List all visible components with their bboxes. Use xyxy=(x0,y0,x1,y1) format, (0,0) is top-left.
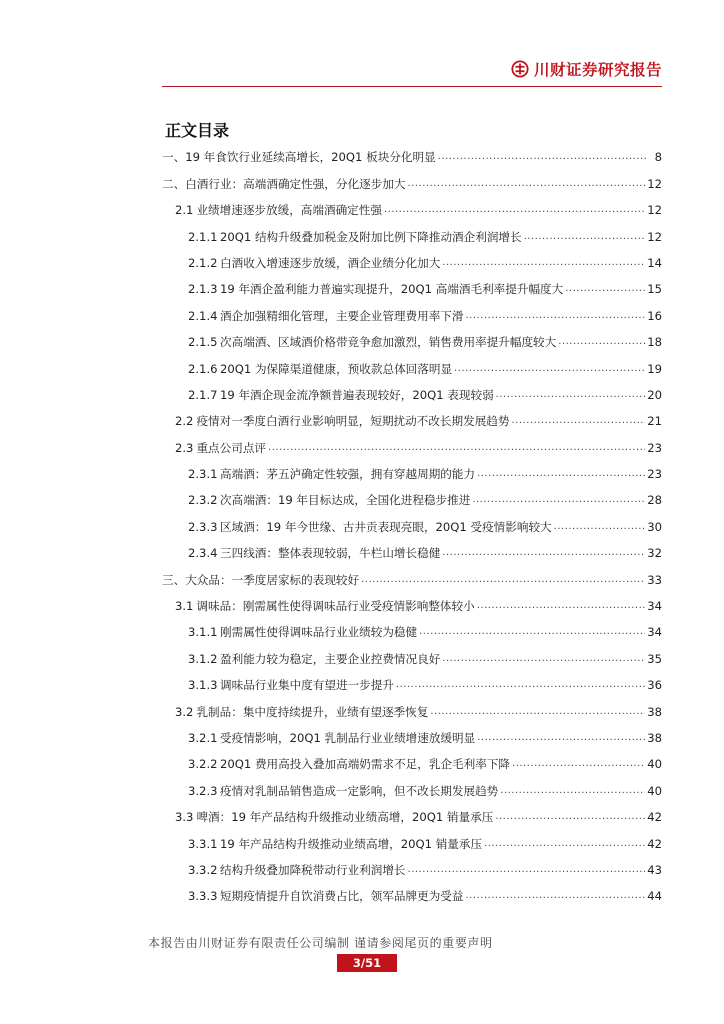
toc-entry-page: 20 xyxy=(647,387,662,402)
toc-entry[interactable] xyxy=(162,298,662,324)
toc-entry-number: 3.3.1 xyxy=(188,836,218,851)
toc-entry-number: 2.1.1 xyxy=(188,229,218,244)
toc-entry-title: 受疫情影响，20Q1 乳制品行业业绩增速放缓明显 xyxy=(220,730,476,745)
toc-entry[interactable] xyxy=(162,166,662,192)
toc-dot-leader xyxy=(430,705,645,719)
toc-entry[interactable] xyxy=(162,351,662,377)
toc-entry[interactable] xyxy=(162,457,662,483)
toc-entry-page: 42 xyxy=(647,810,662,825)
toc-entry-page: 23 xyxy=(647,467,662,482)
toc-entry-number: 3.1.1 xyxy=(188,625,218,640)
toc-entry-title: 20Q1 为保障渠道健康，预收款总体回落明显 xyxy=(220,361,453,376)
toc-entry-number: 3.2.2 xyxy=(188,757,218,772)
toc-entry[interactable] xyxy=(162,826,662,852)
toc-entry[interactable] xyxy=(162,483,662,509)
brand-logo-icon xyxy=(511,60,529,78)
toc-entry-title: 次高端酒、区域酒价格带竞争愈加激烈，销售费用率提升幅度较大 xyxy=(220,335,557,350)
toc-entry[interactable] xyxy=(162,246,662,272)
toc-dot-leader xyxy=(465,889,645,903)
toc-entry-title: 业绩增速逐步放缓，高端酒确定性强 xyxy=(196,203,382,218)
brand-name: 川财证券研究报告 xyxy=(533,60,662,79)
toc-dot-leader xyxy=(477,467,645,481)
toc-entry-number: 2.3.4 xyxy=(188,546,218,561)
toc-entry-title: 19 年酒企现金流净额普遍表现较好，20Q1 表现较弱 xyxy=(220,387,494,402)
toc-entry-page: 12 xyxy=(647,203,662,218)
toc-entry[interactable] xyxy=(162,694,662,720)
toc-entry-number: 3.3.3 xyxy=(188,889,218,904)
toc-entry-page: 14 xyxy=(647,255,662,270)
toc-dot-leader xyxy=(442,652,645,666)
toc-entry-page: 40 xyxy=(647,783,662,798)
toc-entry-page: 15 xyxy=(647,282,662,297)
toc-entry[interactable] xyxy=(162,193,662,219)
toc-entry[interactable] xyxy=(162,536,662,562)
toc-entry-title: 20Q1 结构升级叠加税金及附加比例下降推动酒企利润增长 xyxy=(220,229,522,244)
toc-dot-leader xyxy=(442,256,645,270)
toc-entry[interactable] xyxy=(162,509,662,535)
toc-entry[interactable] xyxy=(162,773,662,799)
toc-dot-leader xyxy=(484,837,645,851)
toc-entry-title: 重点公司点评 xyxy=(196,440,267,455)
toc-entry-number: 2.1 xyxy=(175,203,194,218)
toc-entry-number: 2.1.5 xyxy=(188,335,218,350)
toc-entry[interactable] xyxy=(162,721,662,747)
toc-entry[interactable] xyxy=(162,140,662,166)
toc-entry-page: 23 xyxy=(647,440,662,455)
toc-entry-number: 3.1 xyxy=(175,599,194,614)
toc-entry-number: 2.1.7 xyxy=(188,387,218,402)
toc-entry-number: 3.2.1 xyxy=(188,730,218,745)
toc-entry-title: 二、白酒行业：高端酒确定性强，分化逐步加大 xyxy=(162,176,406,191)
toc-entry[interactable] xyxy=(162,853,662,879)
toc-entry-page: 33 xyxy=(647,572,662,587)
toc-dot-leader xyxy=(565,282,645,296)
toc-entry-page: 30 xyxy=(647,519,662,534)
toc-entry[interactable] xyxy=(162,800,662,826)
toc-entry-page: 16 xyxy=(647,308,662,323)
toc-entry-number: 3.2.3 xyxy=(188,783,218,798)
toc-dot-leader xyxy=(558,335,645,349)
toc-entry[interactable] xyxy=(162,430,662,456)
toc-entry-page: 18 xyxy=(647,335,662,350)
toc-entry[interactable] xyxy=(162,615,662,641)
toc-entry-page: 12 xyxy=(647,229,662,244)
toc-entry-title: 三四线酒：整体表现较弱，牛栏山增长稳健 xyxy=(220,546,441,561)
toc-entry[interactable] xyxy=(162,325,662,351)
toc-entry-page: 38 xyxy=(647,730,662,745)
toc-dot-leader xyxy=(477,731,645,745)
toc-entry[interactable] xyxy=(162,272,662,298)
toc-entry-page: 34 xyxy=(647,599,662,614)
toc-dot-leader xyxy=(554,520,646,534)
table-of-contents xyxy=(162,140,662,905)
toc-entry[interactable] xyxy=(162,747,662,773)
toc-entry-number: 2.3.3 xyxy=(188,519,218,534)
toc-dot-leader xyxy=(495,810,645,824)
toc-entry-title: 乳制品：集中度持续提升，业绩有望逐季恢复 xyxy=(196,704,429,719)
toc-entry-title: 19 年酒企盈利能力普遍实现提升，20Q1 高端酒毛利率提升幅度大 xyxy=(220,282,564,297)
toc-entry-title: 盈利能力较为稳定，主要企业控费情况良好 xyxy=(220,651,441,666)
toc-entry-title: 调味品行业集中度有望进一步提升 xyxy=(220,678,394,693)
toc-dot-leader xyxy=(477,599,646,613)
toc-dot-leader xyxy=(524,230,646,244)
toc-entry-title: 疫情对乳制品销售造成一定影响，但不改长期发展趋势 xyxy=(220,783,499,798)
toc-dot-leader xyxy=(384,203,645,217)
toc-entry-title: 啤酒：19 年产品结构升级推动业绩高增，20Q1 销量承压 xyxy=(196,810,494,825)
toc-entry-page: 36 xyxy=(647,678,662,693)
toc-entry-number: 2.2 xyxy=(175,414,194,429)
toc-entry-page: 34 xyxy=(647,625,662,640)
toc-entry-number: 3.2 xyxy=(175,704,194,719)
toc-entry-number: 2.3.1 xyxy=(188,467,218,482)
toc-entry[interactable] xyxy=(162,641,662,667)
toc-dot-leader xyxy=(442,546,645,560)
toc-dot-leader xyxy=(268,441,645,455)
toc-entry-number: 2.1.3 xyxy=(188,282,218,297)
toc-entry-page: 40 xyxy=(647,757,662,772)
brand xyxy=(511,58,662,80)
toc-entry-page: 28 xyxy=(647,493,662,508)
toc-entry-title: 调味品：刚需属性使得调味品行业受疫情影响整体较小 xyxy=(196,599,475,614)
toc-entry-title: 疫情对一季度白酒行业影响明显，短期扰动不改长期发展趋势 xyxy=(196,414,510,429)
toc-entry-title: 高端酒：茅五泸确定性较强，拥有穿越周期的能力 xyxy=(220,467,476,482)
toc-dot-leader xyxy=(500,784,645,798)
toc-entry[interactable] xyxy=(162,668,662,694)
toc-entry-title: 20Q1 费用高投入叠加高端奶需求不足，乳企毛利率下降 xyxy=(220,757,511,772)
toc-entry-title: 次高端酒：19 年目标达成，全国化进程稳步推进 xyxy=(220,493,471,508)
footer-disclaimer: 本报告由川财证券有限责任公司编制 谨请参阅尾页的重要声明 xyxy=(148,936,493,950)
toc-entry-page: 21 xyxy=(647,414,662,429)
toc-entry-page: 32 xyxy=(647,546,662,561)
toc-entry-title: 三、大众品：一季度居家标的表现较好 xyxy=(162,572,360,587)
toc-entry[interactable] xyxy=(162,219,662,245)
toc-entry-title: 白酒收入增速逐步放缓，酒企业绩分化加大 xyxy=(220,255,441,270)
toc-entry-page: 38 xyxy=(647,704,662,719)
page-number-badge: 3/51 xyxy=(337,954,397,972)
toc-entry-number: 2.3 xyxy=(175,440,194,455)
toc-entry-number: 3.1.2 xyxy=(188,651,218,666)
toc-entry-page: 44 xyxy=(647,889,662,904)
toc-entry-page: 42 xyxy=(647,836,662,851)
toc-dot-leader xyxy=(496,388,646,402)
page-header xyxy=(162,52,662,87)
toc-entry[interactable] xyxy=(162,879,662,905)
toc-dot-leader xyxy=(512,414,646,428)
toc-dot-leader xyxy=(465,309,645,323)
toc-title: 正文目录 xyxy=(165,121,230,140)
toc-dot-leader xyxy=(438,150,646,164)
toc-entry-title: 刚需属性使得调味品行业业绩较为稳健 xyxy=(220,625,418,640)
toc-entry[interactable] xyxy=(162,404,662,430)
toc-dot-leader xyxy=(454,362,645,376)
toc-entry-number: 2.1.2 xyxy=(188,255,218,270)
toc-entry[interactable] xyxy=(162,589,662,615)
toc-entry-title: 区域酒：19 年今世缘、古井贡表现亮眼，20Q1 受疫情影响较大 xyxy=(220,519,552,534)
toc-entry-title: 短期疫情提升自饮消费占比，领军品牌更为受益 xyxy=(220,889,464,904)
toc-entry-number: 2.3.2 xyxy=(188,493,218,508)
toc-entry[interactable] xyxy=(162,562,662,588)
toc-dot-leader xyxy=(396,678,645,692)
toc-dot-leader xyxy=(419,625,645,639)
toc-entry-title: 结构升级叠加降税带动行业利润增长 xyxy=(220,862,406,877)
toc-entry-title: 酒企加强精细化管理，主要企业管理费用率下滑 xyxy=(220,308,464,323)
toc-dot-leader xyxy=(408,863,646,877)
toc-dot-leader xyxy=(472,493,645,507)
toc-entry-number: 3.3 xyxy=(175,810,194,825)
toc-entry[interactable] xyxy=(162,378,662,404)
toc-entry-number: 2.1.4 xyxy=(188,308,218,323)
toc-entry-page: 12 xyxy=(647,176,662,191)
toc-entry-page: 8 xyxy=(654,150,662,165)
toc-entry-number: 3.1.3 xyxy=(188,678,218,693)
toc-entry-page: 19 xyxy=(647,361,662,376)
toc-dot-leader xyxy=(512,757,645,771)
toc-entry-page: 43 xyxy=(647,862,662,877)
toc-entry-number: 2.1.6 xyxy=(188,361,218,376)
toc-dot-leader xyxy=(407,177,645,191)
toc-dot-leader xyxy=(361,573,645,587)
toc-entry-page: 35 xyxy=(647,651,662,666)
toc-entry-title: 19 年产品结构升级推动业绩高增，20Q1 销量承压 xyxy=(220,836,483,851)
toc-entry-title: 一、19 年食饮行业延续高增长，20Q1 板块分化明显 xyxy=(162,150,436,165)
toc-entry-number: 3.3.2 xyxy=(188,862,218,877)
